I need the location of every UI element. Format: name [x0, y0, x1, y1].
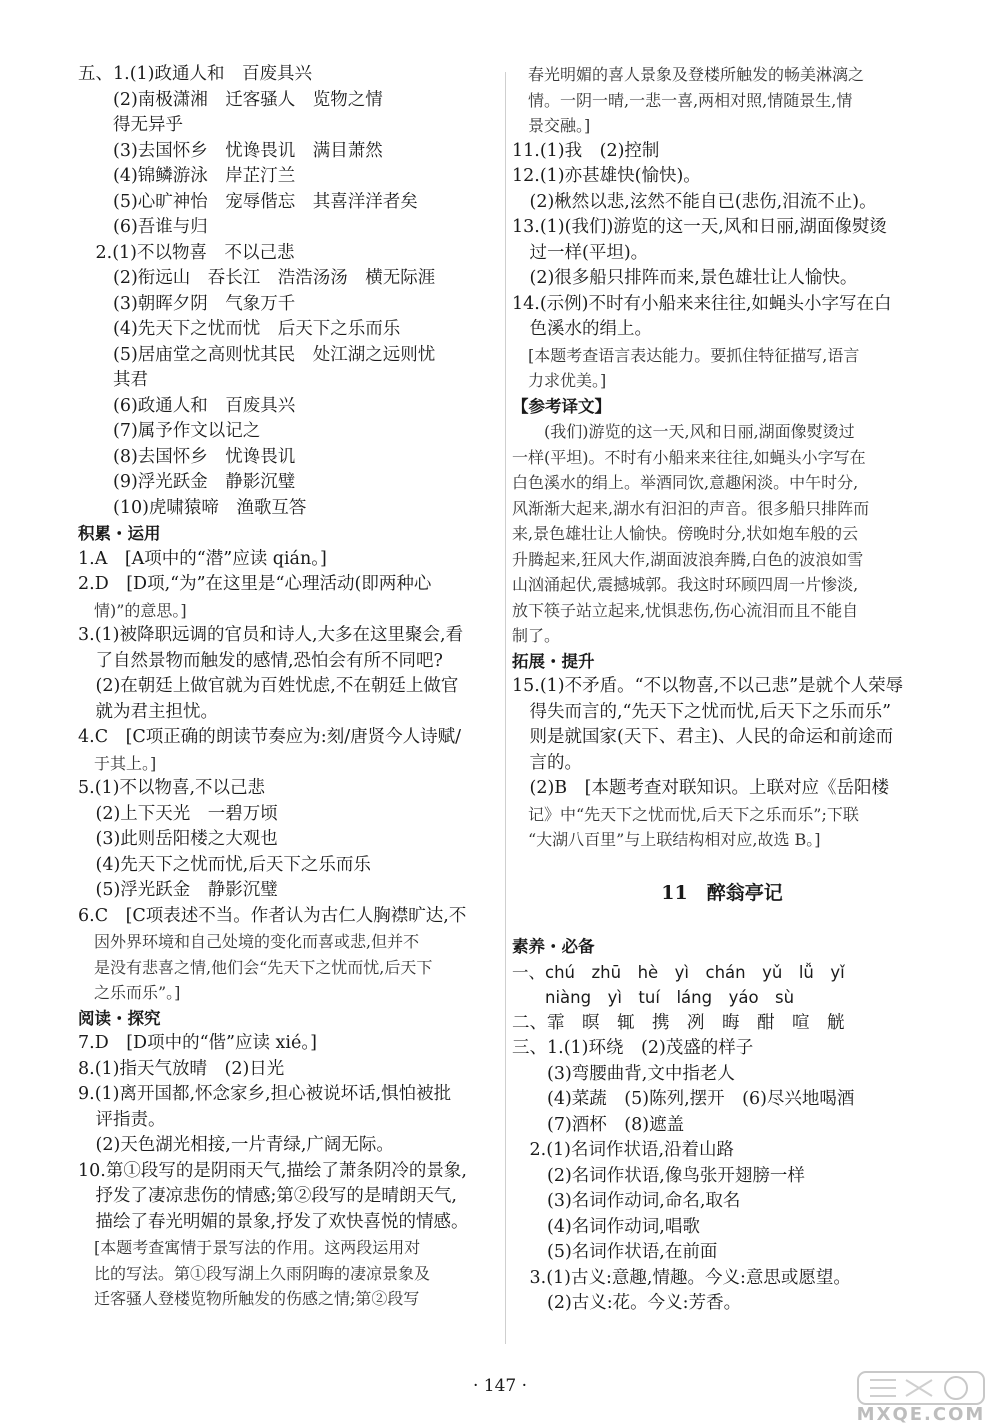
section-heading: 拓展・提升 [512, 651, 595, 671]
answer-line: 得失而言的,“先天下之忧而忧,后天下之乐而乐” [512, 701, 892, 722]
answer-line: (3)名词作动词,命名,取名 [512, 1191, 741, 1211]
answer-line: (4)菜蔬 (5)陈列,摆开 (6)尽兴地喝酒 [512, 1089, 855, 1109]
answer-line: (6)政通人和 百废具兴 [78, 395, 296, 416]
answer-line: 就为君主担忧。 [78, 701, 218, 722]
answer-line: (5)名词作状语,在前面 [512, 1242, 718, 1262]
answer-line: 11.(1)我 (2)控制 [512, 140, 660, 161]
answer-line: (4)锦鳞游泳 岸芷汀兰 [78, 166, 296, 186]
answer-line: (7)酒杯 (8)遮盖 [512, 1114, 685, 1135]
section-heading: 积累・运用 [78, 524, 161, 543]
section-heading: 【参考译文】 [512, 396, 611, 416]
answer-line: (7)属予作文以记之 [78, 421, 261, 441]
answer-line [512, 906, 932, 934]
answer-line: 升腾起来,狂风大作,湖面波浪奔腾,白色的波浪如雪 [512, 549, 864, 569]
answer-line: 2.D [D项,“为”在这里是“心理活动(即两种心 [78, 574, 432, 594]
answer-line: 情)”的意思。] [78, 600, 187, 620]
answer-line: 于其上。] [78, 753, 157, 773]
answer-line: 情。一阴一晴,一悲一喜,两相对照,情随景生,情 [512, 90, 853, 110]
answer-line: 言的。 [512, 752, 582, 773]
answer-line: (3)朝晖夕阴 气象万千 [78, 293, 296, 314]
answer-line: 来,景色雄壮让人愉快。傍晚时分,状如炮车般的云 [512, 524, 859, 543]
answer-line: (2)很多船只排阵而来,景色雄壮让人愉快。 [512, 268, 858, 288]
section-heading: 阅读・探究 [78, 1008, 161, 1028]
answer-line: 二、霏 暝 辄 携 冽 晦 酣 喧 觥 [512, 1012, 845, 1033]
answer-line: 风渐渐大起来,湖水有汩汩的声音。很多船只排阵而 [512, 498, 870, 518]
answer-line: (3)去国怀乡 忧谗畏讥 满目萧然 [78, 140, 383, 161]
answer-line: 春光明媚的喜人景象及登楼所触发的畅美淋漓之 [512, 65, 865, 84]
answer-line: (2)在朝廷上做官就为百姓忧虑,不在朝廷上做官 [78, 676, 459, 696]
answer-line: (4)先天下之忧而忧 后天下之乐而乐 [78, 319, 401, 339]
watermark-logo [848, 1370, 994, 1426]
answer-line: (2)B [本题考查对联知识。上联对应《岳阳楼 [512, 778, 889, 798]
answer-line: 评指责。 [78, 1109, 166, 1130]
answer-line: 14.(示例)不时有小船来来往往,如蝇头小字写在白 [512, 293, 892, 314]
answer-line: 9.(1)离开国都,怀念家乡,担心被说坏话,惧怕被批 [78, 1084, 452, 1104]
answer-line: (2)楸然以悲,泫然不能自已(悲伤,泪流不止)。 [512, 191, 877, 212]
answer-line: [本题考查语言表达能力。要抓住特征描写,语言 [512, 345, 860, 365]
answer-line: (8)去国怀乡 忧谗畏讥 [78, 446, 296, 467]
answer-line: 比的写法。第①段写湖上久雨阴晦的凄凉景象及 [78, 1263, 431, 1283]
answer-line: (5)浮光跃金 静影沉璧 [78, 880, 278, 900]
answer-line: 6.C [C项表述不当。作者认为古仁人胸襟旷达,不 [78, 905, 467, 926]
answer-line: 色溪水的绢上。 [512, 319, 652, 339]
answer-line: 3.(1)古义:意趣,情趣。今义:意思或愿望。 [512, 1267, 851, 1288]
answer-line: 记》中“先天下之忧而忧,后天下之乐而乐”;下联 [512, 804, 859, 824]
answer-line: 因外界环境和自己处境的变化而喜或悲,但并不 [78, 932, 420, 951]
answer-line: 之乐而乐”。] [78, 983, 181, 1002]
lesson-title: 11 醉翁亭记 [661, 881, 783, 904]
answer-line: 白色溪水的绢上。举酒同饮,意趣闲淡。中午时分, [512, 473, 859, 492]
answer-line: (4)先天下之忧而忧,后天下之乐而乐 [78, 854, 371, 875]
answer-line: (9)浮光跃金 静影沉璧 [78, 472, 296, 492]
right-column [512, 62, 932, 1317]
answer-line: (6)吾谁与归 [78, 217, 208, 237]
answer-line: 五、1.(1)政通人和 百废具兴 [78, 64, 312, 84]
answer-line: 7.D [D项中的“偕”应读 xié。] [78, 1033, 317, 1053]
answer-line: 则是就国家(天下、君主)、人民的命运和前途而 [512, 727, 894, 747]
answer-line: 过一样(平坦)。 [512, 242, 649, 263]
answer-line: 2.(1)不以物喜 不以己悲 [78, 242, 295, 263]
answer-line: 得无异乎 [78, 115, 183, 135]
answer-line: (2)上下天光 一碧万顷 [78, 803, 278, 824]
answer-line: “大湖八百里”与上联结构相对应,故选 B。] [512, 830, 821, 849]
answer-line [512, 853, 932, 881]
answer-line: 了自然景物而触发的感情,恐怕会有所不同吧? [78, 650, 443, 671]
answer-line: 迁客骚人登楼览物所触发的伤感之情;第②段写 [78, 1289, 420, 1308]
answer-line: 描绘了春光明媚的景象,抒发了欢快喜悦的情感。 [78, 1211, 469, 1232]
section-heading: 素养・必备 [512, 937, 595, 956]
answer-line: (我们)游览的这一天,风和日丽,湖面像熨烫过 [512, 422, 855, 441]
answer-line: (10)虎啸猿啼 渔歌互答 [78, 497, 307, 518]
answer-line: 放下筷子站立起来,忧惧悲伤,伤心流泪而且不能自 [512, 600, 859, 620]
answer-line: 山汹涌起伏,震撼城郭。我这时环顾四周一片惨淡, [512, 575, 859, 594]
answer-line: (4)名词作动词,唱歌 [512, 1216, 700, 1237]
page-number: · 147 · [472, 1376, 528, 1396]
answer-line: (5)居庙堂之高则忧其民 处江湖之远则忧 [78, 344, 436, 365]
answer-line: 力求优美。] [512, 371, 607, 390]
answer-line: (2)古义:花。今义:芳香。 [512, 1293, 742, 1313]
answer-line: 3.(1)被降职远调的官员和诗人,大多在这里聚会,看 [78, 625, 464, 645]
answer-line: 是没有悲喜之情,他们会“先天下之忧而忧,后天下 [78, 957, 433, 977]
answer-line: 13.(1)(我们)游览的这一天,风和日丽,湖面像熨烫 [512, 217, 887, 237]
answer-line: (2)名词作状语,像鸟张开翅膀一样 [512, 1165, 805, 1186]
answer-line: 8.(1)指天气放晴 (2)日光 [78, 1058, 285, 1079]
answer-line: 一样(平坦)。不时有小船来来往往,如蝇头小字写在 [512, 447, 866, 467]
answer-line: 其君 [78, 370, 148, 390]
answer-line: 制了。 [512, 626, 561, 645]
watermark-seal-icon [856, 1370, 986, 1406]
answer-line: (2)衔远山 吞长江 浩浩汤汤 横无际涯 [78, 268, 436, 288]
answer-line: (2)南极潇湘 迁客骚人 览物之情 [78, 89, 383, 110]
answer-line: [本题考查寓情于景写法的作用。这两段运用对 [78, 1238, 421, 1257]
watermark-domain: MXQE.COM [856, 1404, 986, 1425]
answer-line: (3)弯腰曲背,文中指老人 [512, 1063, 735, 1084]
answer-line: 景交融。] [512, 116, 591, 135]
answer-line: 2.(1)名词作状语,沿着山路 [512, 1140, 735, 1160]
answer-line: (5)心旷神怡 宠辱偕忘 其喜洋洋者矣 [78, 191, 418, 212]
answer-line: (3)此则岳阳楼之大观也 [78, 829, 278, 849]
answer-line: (2)天色湖光相接,一片青绿,广阔无际。 [78, 1135, 394, 1155]
answer-line: 15.(1)不矛盾。“不以物喜,不以己悲”是就个人荣辱 [512, 676, 904, 696]
answer-line: 12.(1)亦甚雄快(愉快)。 [512, 166, 701, 186]
answer-line: 4.C [C项正确的朗读节奏应为:刻/唐贤今人诗赋/ [78, 727, 461, 747]
answer-line: niàng yì tuí láng yáo sù [512, 988, 795, 1007]
answer-line: 10.第①段写的是阴雨天气,描绘了萧条阴冷的景象, [78, 1160, 467, 1181]
answer-line: 抒发了凄凉悲伤的情感;第②段写的是晴朗天气, [78, 1186, 457, 1206]
answer-line: 三、1.(1)环绕 (2)茂盛的样子 [512, 1038, 754, 1058]
answer-line: 1.A [A项中的“潜”应读 qián。] [78, 548, 327, 569]
column-divider [505, 72, 506, 1344]
left-column [78, 62, 500, 1312]
answer-line: 一、chú zhū hè yì chán yǔ lǚ yǐ [512, 962, 845, 982]
answer-line: 5.(1)不以物喜,不以己悲 [78, 778, 266, 798]
